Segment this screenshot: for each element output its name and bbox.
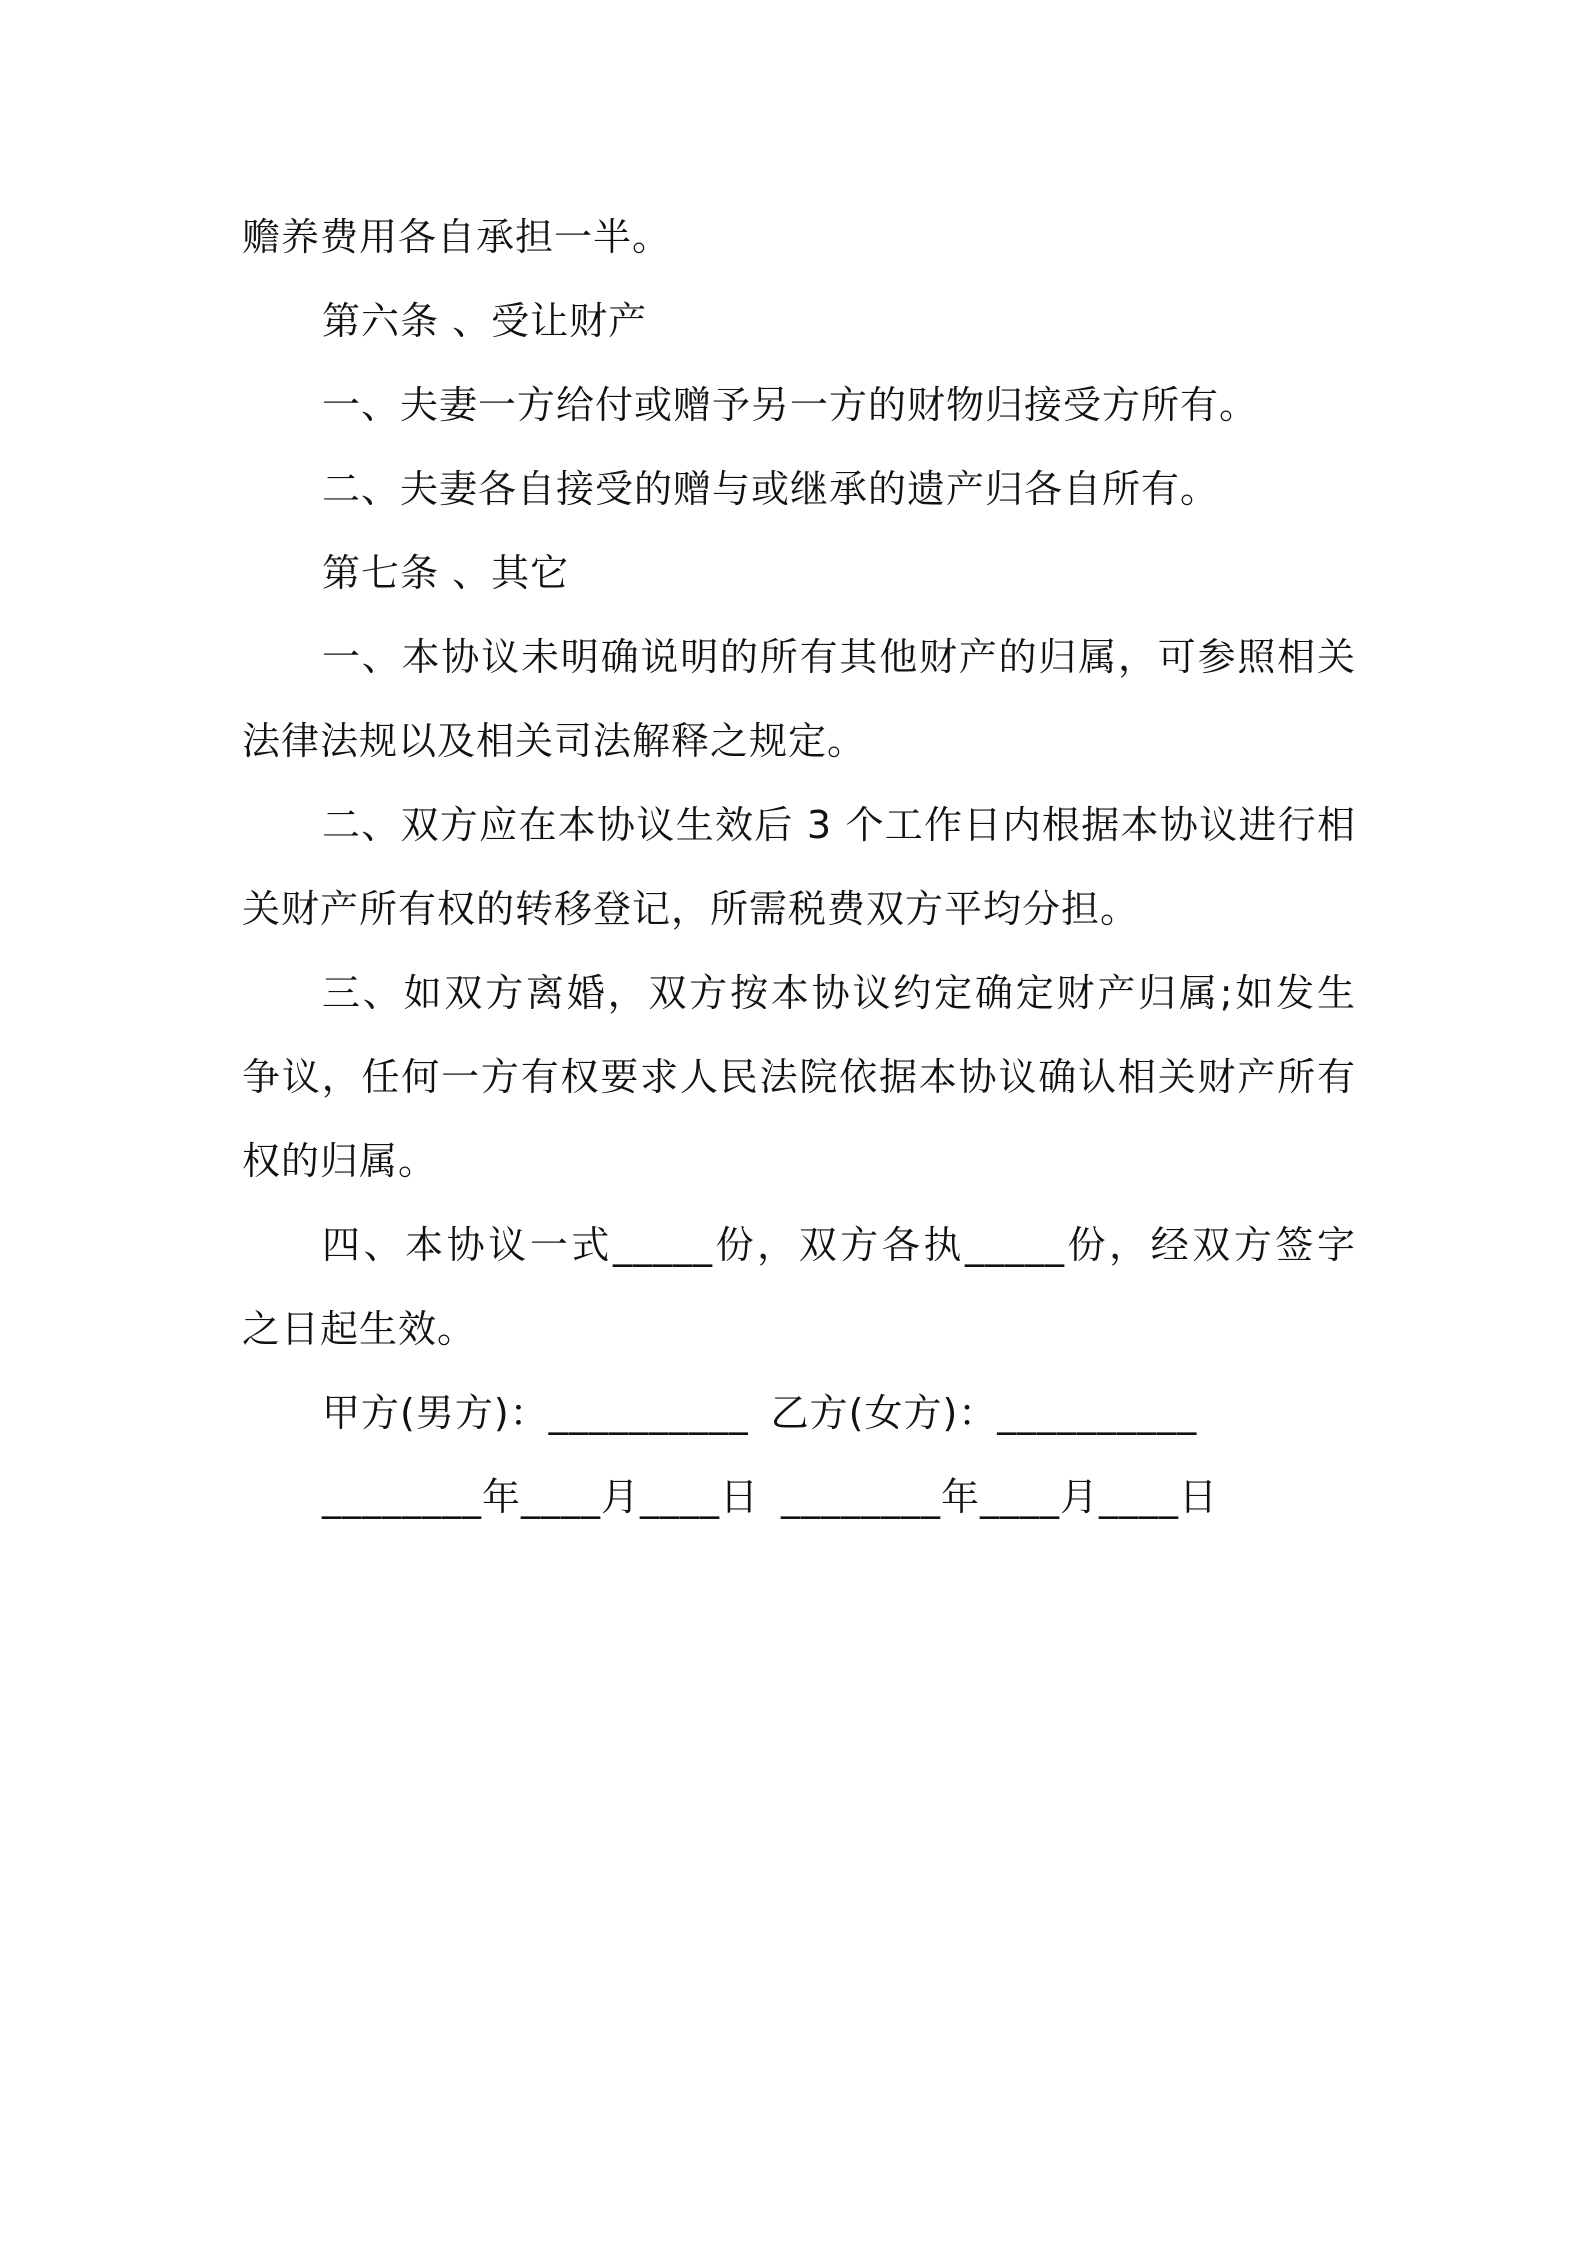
paragraph-line: 之日起生效。 [242,1307,477,1351]
article-heading: 第六条 、受让财产 [322,299,648,343]
paragraph-line: 争议，任何一方有权要求人民法院依据本协议确认相关财产所有 [242,1055,1356,1099]
party-a-signature: 甲方(男方)：__________ [322,1391,749,1435]
signature-row [242,1371,1356,1455]
party-a-date: ________年____月____日 [322,1475,760,1519]
paragraph-line: 三、如双方离婚，双方按本协议约定确定财产归属;如发生 [322,971,1356,1015]
paragraph-line: 四、本协议一式_____份，双方各执_____份，经双方签字 [322,1223,1356,1267]
paragraph-line: 赡养费用各自承担一半。 [242,215,672,259]
party-b-signature: 乙方(女方)：__________ [770,1391,1198,1435]
paragraph-line: 二、双方应在本协议生效后 3 个工作日内根据本协议进行相 [322,803,1356,847]
article-heading: 第七条 、其它 [322,551,570,595]
paragraph-line: 一、夫妻一方给付或赠予另一方的财物归接受方所有。 [322,383,1259,427]
party-b-date: ________年____月____日 [781,1475,1219,1519]
paragraph-line: 二、夫妻各自接受的赠与或继承的遗产归各自所有。 [322,467,1220,511]
paragraph-line: 权的归属。 [242,1139,438,1183]
paragraph-line: 关财产所有权的转移登记，所需税费双方平均分担。 [242,887,1140,931]
date-row [242,1455,1356,1539]
document-body [242,195,1356,1539]
paragraph-line: 一、本协议未明确说明的所有其他财产的归属，可参照相关 [322,635,1356,679]
paragraph-line: 法律法规以及相关司法解释之规定。 [242,719,867,763]
